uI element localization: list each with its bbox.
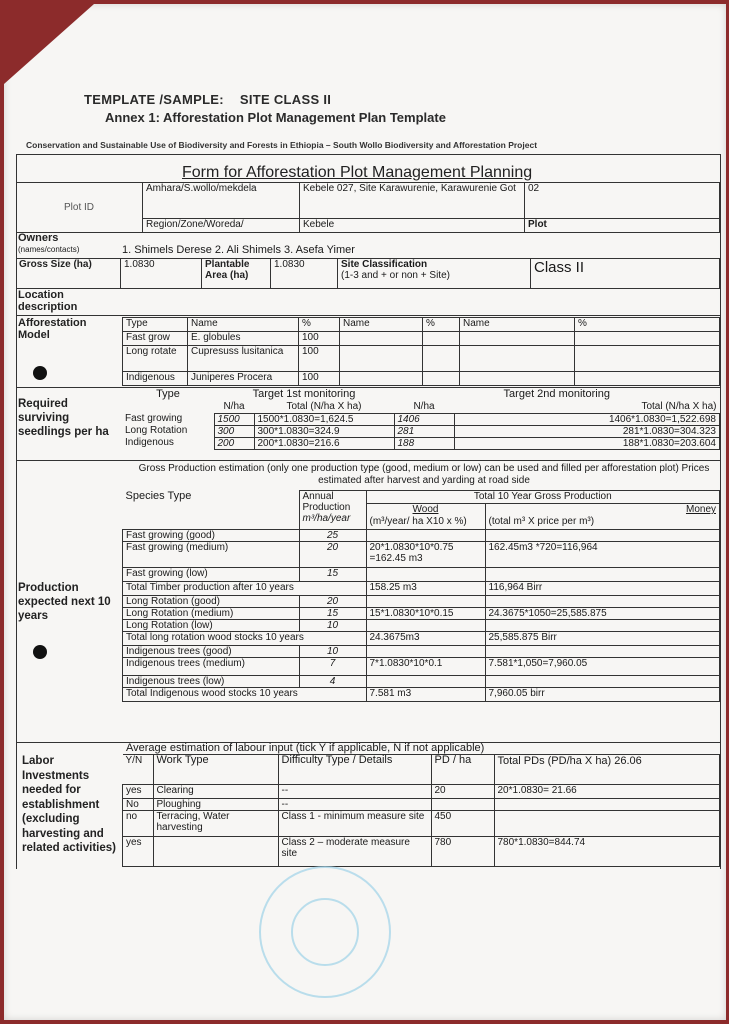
nha-header: N/ha: [413, 401, 435, 412]
kebele-label: Kebele: [300, 219, 525, 233]
money-header: Money: [485, 504, 720, 516]
labor-note: Average estimation of labour input (tick Y if applicable, N if not applicable): [126, 742, 485, 754]
seedlings-label: Required surviving seedlings per ha: [18, 398, 109, 438]
pd-ha-header: PD / ha: [431, 755, 494, 785]
seedling-t1: 200*1.0830=216.6: [254, 437, 394, 449]
plot-id-table: [16, 182, 720, 233]
work-type-header: Work Type: [153, 755, 278, 785]
site-classification-sub: (1-3 and + or non + Site): [341, 270, 450, 281]
production-row-name: Long Rotation (medium): [123, 608, 300, 620]
labor-pd: 20: [431, 785, 494, 799]
name-header: Name: [340, 318, 423, 332]
model-name: Juniperes Procera: [188, 372, 299, 386]
total-header: Total (N/ha X ha): [641, 401, 717, 412]
annex-title: Annex 1: Afforestation Plot Management Plan Template: [105, 110, 446, 125]
site-class-value: Class II: [531, 259, 720, 289]
wood-unit: (m³/year/ ha X10 x %): [366, 516, 485, 530]
labor-label: Labor Investments needed for establishment (excluding harvesting and related activities): [22, 755, 116, 854]
owners-value: 1. Shimels Derese 2. Ali Shimels 3. Asefa Yimer: [122, 244, 355, 256]
template-label: TEMPLATE /SAMPLE:: [84, 92, 224, 107]
total-header: Total (N/ha X ha): [286, 401, 362, 412]
target-1-header: Target 1st monitoring: [252, 388, 356, 400]
seedling-t2: 188*1.0830=203.604: [454, 437, 720, 449]
owners-label: Owners: [18, 232, 59, 244]
seedling-t2: 281*1.0830=304.323: [454, 425, 720, 437]
production-label: Production expected next 10 years: [18, 582, 111, 622]
model-name: Cupresuss lusitanica: [188, 346, 299, 372]
production-row-name: Fast growing (medium): [123, 542, 300, 568]
site-class-heading: SITE CLASS II: [239, 92, 332, 107]
afforestation-table: [122, 317, 720, 386]
seedling-n2: 1406: [394, 413, 454, 425]
site-classification-label: Site Classification: [341, 259, 428, 270]
labor-yn: no: [123, 811, 154, 837]
labor-pd: 450: [431, 811, 494, 837]
production-money: 116,964 Birr: [485, 582, 720, 596]
seedling-t1: 1500*1.0830=1,624.5: [254, 413, 394, 425]
labor-difficulty: --: [278, 799, 431, 811]
production-row-name: Fast growing (low): [123, 568, 300, 582]
region-value: Amhara/S.wollo/mekdela: [143, 183, 300, 219]
model-pct: 100: [299, 372, 340, 386]
seedling-t2: 1406*1.0830=1,522.698: [454, 413, 720, 425]
production-wood: 20*1.0830*10*0.75 =162.45 m3: [366, 542, 485, 568]
production-wood: 7*1.0830*10*0.1: [366, 658, 485, 676]
labor-total: [494, 811, 720, 837]
name-header: Name: [460, 318, 575, 332]
model-pct: 100: [299, 346, 340, 372]
pct-header: %: [299, 318, 340, 332]
production-annual: 4: [299, 676, 366, 688]
annual-header: Annual Production: [302, 491, 351, 513]
seedling-type: Fast growing: [125, 413, 183, 424]
species-type-header: Species Type: [123, 491, 300, 530]
plot-id-label: Plot ID: [16, 183, 143, 233]
region-label: Region/Zone/Woreda/: [143, 219, 300, 233]
production-row-name: Total long rotation wood stocks 10 years: [123, 632, 367, 646]
name-header: Name: [188, 318, 299, 332]
official-stamp: [259, 866, 391, 998]
owners-sublabel: (names/contacts): [18, 245, 80, 254]
target-2-header: Target 2nd monitoring: [503, 388, 610, 400]
labor-difficulty: --: [278, 785, 431, 799]
pct-header: %: [423, 318, 460, 332]
afforestation-label: Afforestation Model: [18, 317, 87, 341]
production-row-name: Long Rotation (low): [123, 620, 300, 632]
production-money: 7,960.05 birr: [485, 688, 720, 702]
production-row-name: Total Indigenous wood stocks 10 years: [123, 688, 367, 702]
yn-header: Y/N: [123, 755, 154, 785]
model-name: E. globules: [188, 332, 299, 346]
type-header: Type: [123, 318, 188, 332]
production-annual: 15: [299, 568, 366, 582]
seedling-type: Indigenous: [125, 437, 174, 448]
gross-size-value: 1.0830: [121, 259, 202, 289]
production-annual: 20: [299, 596, 366, 608]
labor-work: [153, 837, 278, 867]
plantable-label: Plantable Area (ha): [202, 259, 271, 289]
total-10-year-header: Total 10 Year Gross Production: [366, 491, 720, 504]
model-type: Long rotate: [123, 346, 188, 372]
punch-hole: [33, 366, 47, 380]
seedling-n2: 188: [394, 437, 454, 449]
labor-work: Terracing, Water harvesting: [153, 811, 278, 837]
labor-work: Clearing: [153, 785, 278, 799]
production-wood: 24.3675m3: [366, 632, 485, 646]
seedling-t1: 300*1.0830=324.9: [254, 425, 394, 437]
labor-table: [122, 754, 720, 867]
production-annual: 10: [299, 620, 366, 632]
plot-number: 02: [525, 183, 720, 219]
production-money: 7.581*1,050=7,960.05: [485, 658, 720, 676]
production-row-name: Total Timber production after 10 years: [123, 582, 367, 596]
production-row-name: Indigenous trees (good): [123, 646, 300, 658]
gross-size-table: [16, 258, 720, 289]
production-row-name: Fast growing (good): [123, 530, 300, 542]
labor-yn: yes: [123, 837, 154, 867]
labor-pd: [431, 799, 494, 811]
left-border: [16, 154, 17, 869]
seedling-n1: 300: [214, 425, 254, 437]
labor-difficulty: Class 2 – moderate measure site: [278, 837, 431, 867]
production-row-name: Long Rotation (good): [123, 596, 300, 608]
location-label: Location description: [18, 289, 78, 313]
model-type: Fast grow: [123, 332, 188, 346]
production-annual: 15: [299, 608, 366, 620]
production-annual: 10: [299, 646, 366, 658]
production-annual: 20: [299, 542, 366, 568]
production-money: 162.45m3 *720=116,964: [485, 542, 720, 568]
model-type: Indigenous: [123, 372, 188, 386]
plantable-value: 1.0830: [271, 259, 338, 289]
production-annual: 7: [299, 658, 366, 676]
production-money: 24.3675*1050=25,585.875: [485, 608, 720, 620]
labor-total: [494, 799, 720, 811]
punch-hole: [33, 645, 47, 659]
divider: [16, 460, 720, 461]
production-row-name: Indigenous trees (medium): [123, 658, 300, 676]
divider: [16, 315, 720, 316]
production-annual: 25: [299, 530, 366, 542]
divider: [16, 154, 720, 155]
annual-unit: m³/ha/year: [302, 513, 351, 524]
production-wood: 7.581 m3: [366, 688, 485, 702]
wood-header: Wood: [366, 504, 485, 516]
money-unit: (total m³ X price per m³): [485, 516, 720, 530]
production-note: Gross Production estimation (only one production type (good, medium or low) can be used and filled per afforestation plot) Prices estimated after harvest and yarding at road side: [138, 463, 710, 486]
difficulty-header: Difficulty Type / Details: [278, 755, 431, 785]
production-wood: 158.25 m3: [366, 582, 485, 596]
plot-label: Plot: [525, 219, 720, 233]
seedlings-table: [122, 389, 720, 450]
production-row-name: Indigenous trees (low): [123, 676, 300, 688]
seedling-type: Long Rotation: [125, 425, 188, 436]
pct-header: %: [575, 318, 720, 332]
project-title: Conservation and Sustainable Use of Biodiversity and Forests in Ethiopia – South Wollo Biodiversity and Afforestation Project: [26, 140, 538, 150]
production-table: [122, 490, 720, 702]
document-page: [4, 4, 726, 1020]
labor-total: 20*1.0830= 21.66: [494, 785, 720, 799]
seedling-n1: 200: [214, 437, 254, 449]
seedling-n1: 1500: [214, 413, 254, 425]
total-pds-header: Total PDs (PD/ha X ha) 26.06: [494, 755, 720, 785]
seedling-n2: 281: [394, 425, 454, 437]
gross-size-label: Gross Size (ha): [16, 259, 121, 289]
divider: [16, 387, 720, 388]
labor-difficulty: Class 1 - minimum measure site: [278, 811, 431, 837]
right-border: [720, 154, 721, 869]
production-money: 25,585.875 Birr: [485, 632, 720, 646]
labor-total: 780*1.0830=844.74: [494, 837, 720, 867]
form-title: Form for Afforestation Plot Management Planning: [182, 164, 533, 181]
seedling-type-header: Type: [156, 388, 180, 400]
model-pct: 100: [299, 332, 340, 346]
labor-yn: yes: [123, 785, 154, 799]
page-corner: [4, 4, 94, 84]
production-wood: 15*1.0830*10*0.15: [366, 608, 485, 620]
labor-yn: No: [123, 799, 154, 811]
kebele-value: Kebele 027, Site Karawurenie, Karawurenie Got: [300, 183, 525, 219]
nha-header: N/ha: [223, 401, 245, 412]
labor-pd: 780: [431, 837, 494, 867]
labor-work: Ploughing: [153, 799, 278, 811]
template-heading: [84, 92, 331, 107]
